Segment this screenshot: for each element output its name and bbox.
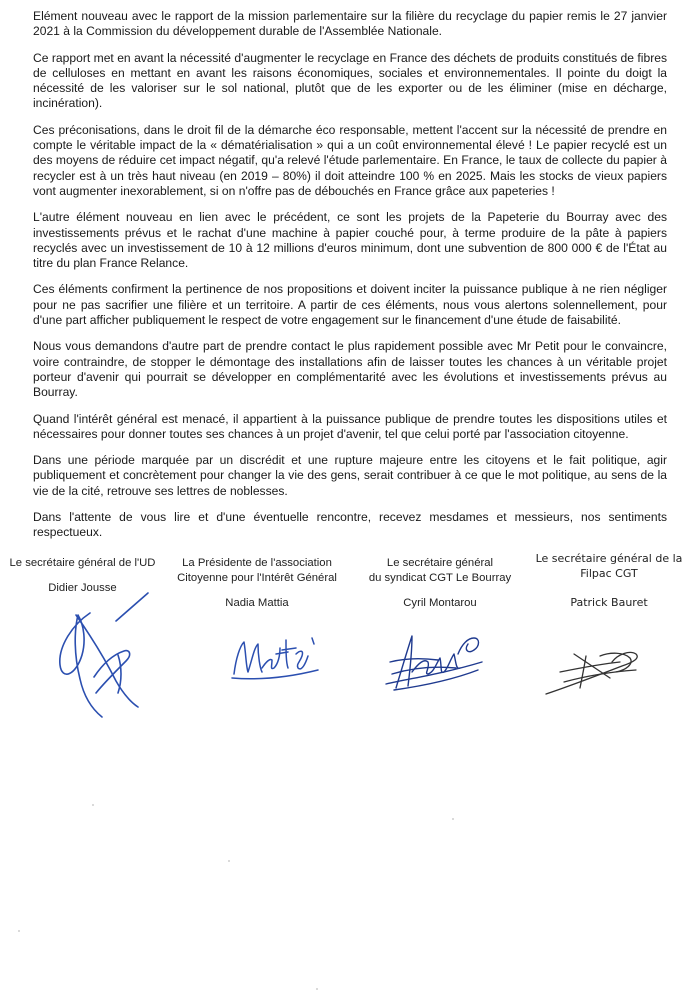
signatory-name: Cyril Montarou (403, 597, 477, 609)
signature-cyril-montarou (382, 628, 492, 698)
paragraph: L'autre élément nouveau en lien avec le précédent, ce sont les projets de la Papeterie du Bourray avec des investissements prévus et le rachat d'une machine à papier couché pour, à terme produire de la pâte à papiers recyclés avec un investissement de 10 à 12 millions d'euros minimum, dont une subvention de 800 000 € de l'État au titre du plan France Relance. (33, 210, 667, 271)
paragraph: Ces préconisations, dans le droit fil de la démarche éco responsable, mettent l'accent sur la nécessité de prendre en compte le véritable impact de la « dématérialisation » qui a un coût environnemental élevé ! Le papier recyclé est un des moyens de réduire cet impact négatif, qu'a relevé l'étude parlementaire. En France, le taux de collecte du papier à recycler est à un très haut niveau (en 2019 – 80%) il doit atteindre 100 % en 2025. Mais les stocks de vieux papiers vont augmenter inexorablement, si on n'offre pas de débouchés en France grâce aux papeteries ! (33, 122, 667, 198)
paragraph: Dans l'attente de vous lire et d'une éventuelle rencontre, recevez mesdames et messieurs, nos sentiments respectueux. (33, 510, 667, 540)
signatory-role: La Présidente de l'association Citoyenne pour l'Intérêt Général (177, 557, 337, 584)
signature-patrick-bauret (540, 642, 650, 702)
signatory-role: Le secrétaire général du syndicat CGT Le Bourray (368, 557, 512, 584)
letter-body (33, 9, 667, 552)
signatory-role: Le secrétaire général de la Filpac CGT (535, 552, 683, 580)
signatory-filpac (520, 551, 698, 610)
paragraph: Elément nouveau avec le rapport de la mission parlementaire sur la filière du recyclage du papier remis le 27 janvier 2021 à la Commission du développement durable de l'Assemblée Nationale. (33, 9, 667, 39)
signatory-name: Nadia Mattia (225, 597, 289, 609)
signature-nadia-mattia (226, 628, 326, 688)
signatory-name: Patrick Bauret (570, 596, 648, 609)
signatory-role: Le secrétaire général de l'UD (9, 557, 156, 569)
signature-didier-jousse (20, 585, 170, 725)
paragraph: Ces éléments confirment la pertinence de nos propositions et doivent inciter la puissance publique à ne rien négliger pour ne pas sacrifier une filière et un territoire. A partir de ces éléments, nous vous alertons solennellement, pour d'une part afficher publiquement le respect de votre engagement sur le financement d'une étude de faisabilité. (33, 282, 667, 328)
scan-speck (316, 988, 318, 990)
scan-speck (18, 930, 20, 932)
paragraph: Nous vous demandons d'autre part de prendre contact le plus rapidement possible avec Mr Petit pour le convaincre, voire contraindre, de stopper le démontage des installations afin de laisser toutes les chances à un véritable projet porteur d'avenir qui pourrait se développer en complémentarité avec les évolutions et investissements prévus au Bourray. (33, 339, 667, 400)
paragraph: Dans une période marquée par un discrédit et une rupture majeure entre les citoyens et le fait politique, agir publiquement et concrètement pour changer la vie des gens, serait contribuer à ce que le mot politique, au sens de la vie de la cité, retrouve ses lettres de noblesses. (33, 453, 667, 498)
paragraph: Ce rapport met en avant la nécessité d'augmenter le recyclage en France des déchets de produits constitués de fibres de celluloses en mettant en avant les raisons économiques, sociales et environnementales. Il pointe du doigt la nécessité de les valoriser sur le sol national, plutôt que de les exporter ou de les éliminer (mise en décharge, incinération). (33, 50, 667, 111)
scan-speck (452, 818, 454, 820)
signatory-name: Didier Jousse (48, 582, 117, 594)
scan-speck (228, 860, 230, 862)
signatory-association (168, 556, 346, 611)
paragraph: Quand l'intérêt général est menacé, il appartient à la puissance publique de prendre toutes les dispositions utiles et nécessaires pour donner toutes ses chances à un projet d'avenir, tel que celui porté par l'association citoyenne. (33, 411, 667, 441)
signatory-syndicat (352, 556, 528, 611)
scan-speck (92, 804, 94, 806)
